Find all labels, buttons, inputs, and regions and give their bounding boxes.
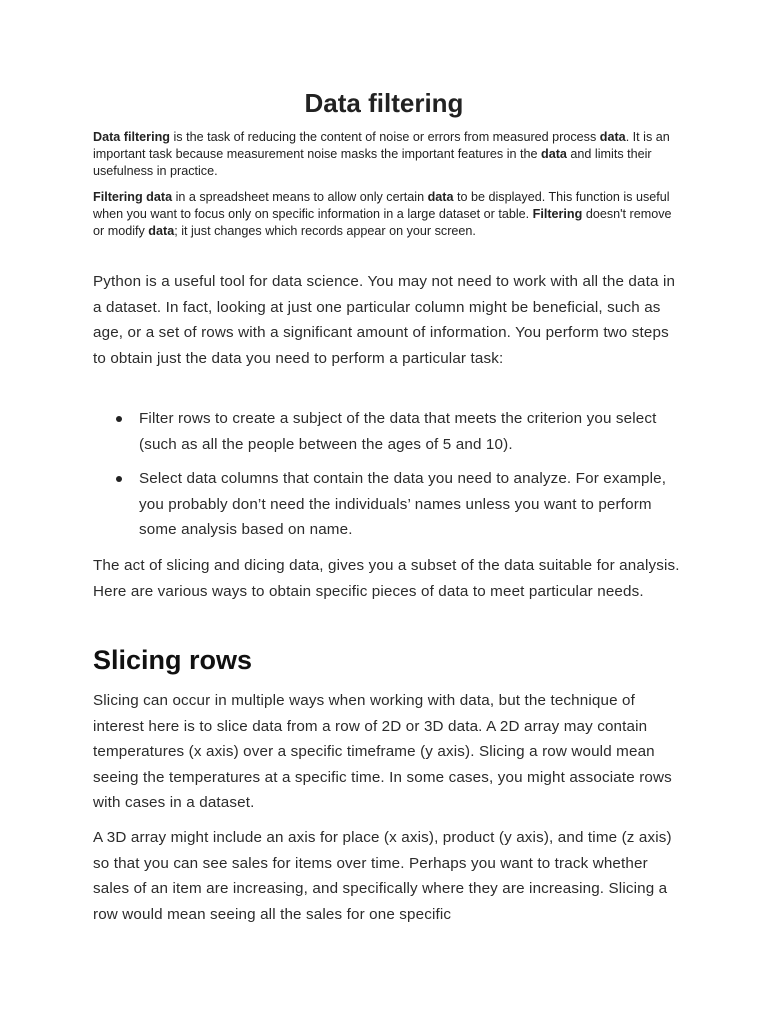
list-item-text: Filter rows to create a subject of the data that meets the criterion you select (such as all the people between the ages of 5 and 10). [139, 410, 657, 453]
bold-term: data [599, 130, 626, 144]
bold-term: Filtering data [93, 190, 173, 204]
slicing-2d-paragraph: Slicing can occur in multiple ways when working with data, but the technique of interest here is to slice data from a row of 2D or 3D data. A 2D array may contain temperatures (x axis) over a specific timeframe (y axis). Slicing a row would mean seeing the temperatures at a specific time. In some cases, you might associate rows with cases in a dataset. [93, 692, 672, 811]
list-item [93, 406, 683, 457]
text-run: in a spreadsheet means to allow only certain [172, 190, 428, 204]
text-run: and limits their usefulness in practice. [93, 146, 652, 178]
section-heading: Slicing rows [93, 645, 253, 675]
text-run: to be displayed. This function is useful when you want to focus only on specific information in a large dataset or table. [93, 190, 670, 221]
text-run: . It is an important task because measurement noise masks the important features in the [93, 130, 670, 161]
slicing-dicing-paragraph: The act of slicing and dicing data, gives you a subset of the data suitable for analysis. Here are various ways to obtain specific pieces of data to meet particular needs. [93, 557, 680, 600]
text-run: ; it just changes which records appear on your screen. [174, 223, 476, 238]
bullet-icon [116, 416, 122, 422]
bold-term: data [541, 146, 567, 161]
intro-definition-paragraph [93, 129, 683, 179]
bullet-icon [116, 476, 122, 482]
list-item [93, 466, 683, 543]
bold-term: Data filtering [93, 130, 170, 144]
bold-term: Filtering [532, 206, 583, 221]
text-run: doesn't remove or modify [93, 206, 672, 238]
list-item-text: Select data columns that contain the data you need to analyze. For example, you probably don’t need the individuals’ names unless you want to perform some analysis based on name. [139, 470, 667, 538]
page-title: Data filtering [304, 88, 464, 118]
slicing-3d-paragraph: A 3D array might include an axis for place (x axis), product (y axis), and time (z axis) so that you can see sales for items over time. Perhaps you want to track whether sales of an item are increasing, and specifically where they are increasing. Slicing a row would mean seeing all the sales for one specific [93, 829, 672, 923]
intro-spreadsheet-paragraph [93, 189, 683, 239]
python-paragraph: Python is a useful tool for data science. You may not need to work with all the data in a dataset. In fact, looking at just one particular column might be beneficial, such as age, or a set of rows with a significant amount of information. You perform two steps to obtain just the data you need to perform a particular task: [93, 273, 676, 367]
bold-term: data [427, 190, 454, 204]
bold-term: data [148, 223, 175, 238]
bullet-list [93, 406, 683, 552]
text-run: is the task of reducing the content of noise or errors from measured process [169, 130, 600, 144]
